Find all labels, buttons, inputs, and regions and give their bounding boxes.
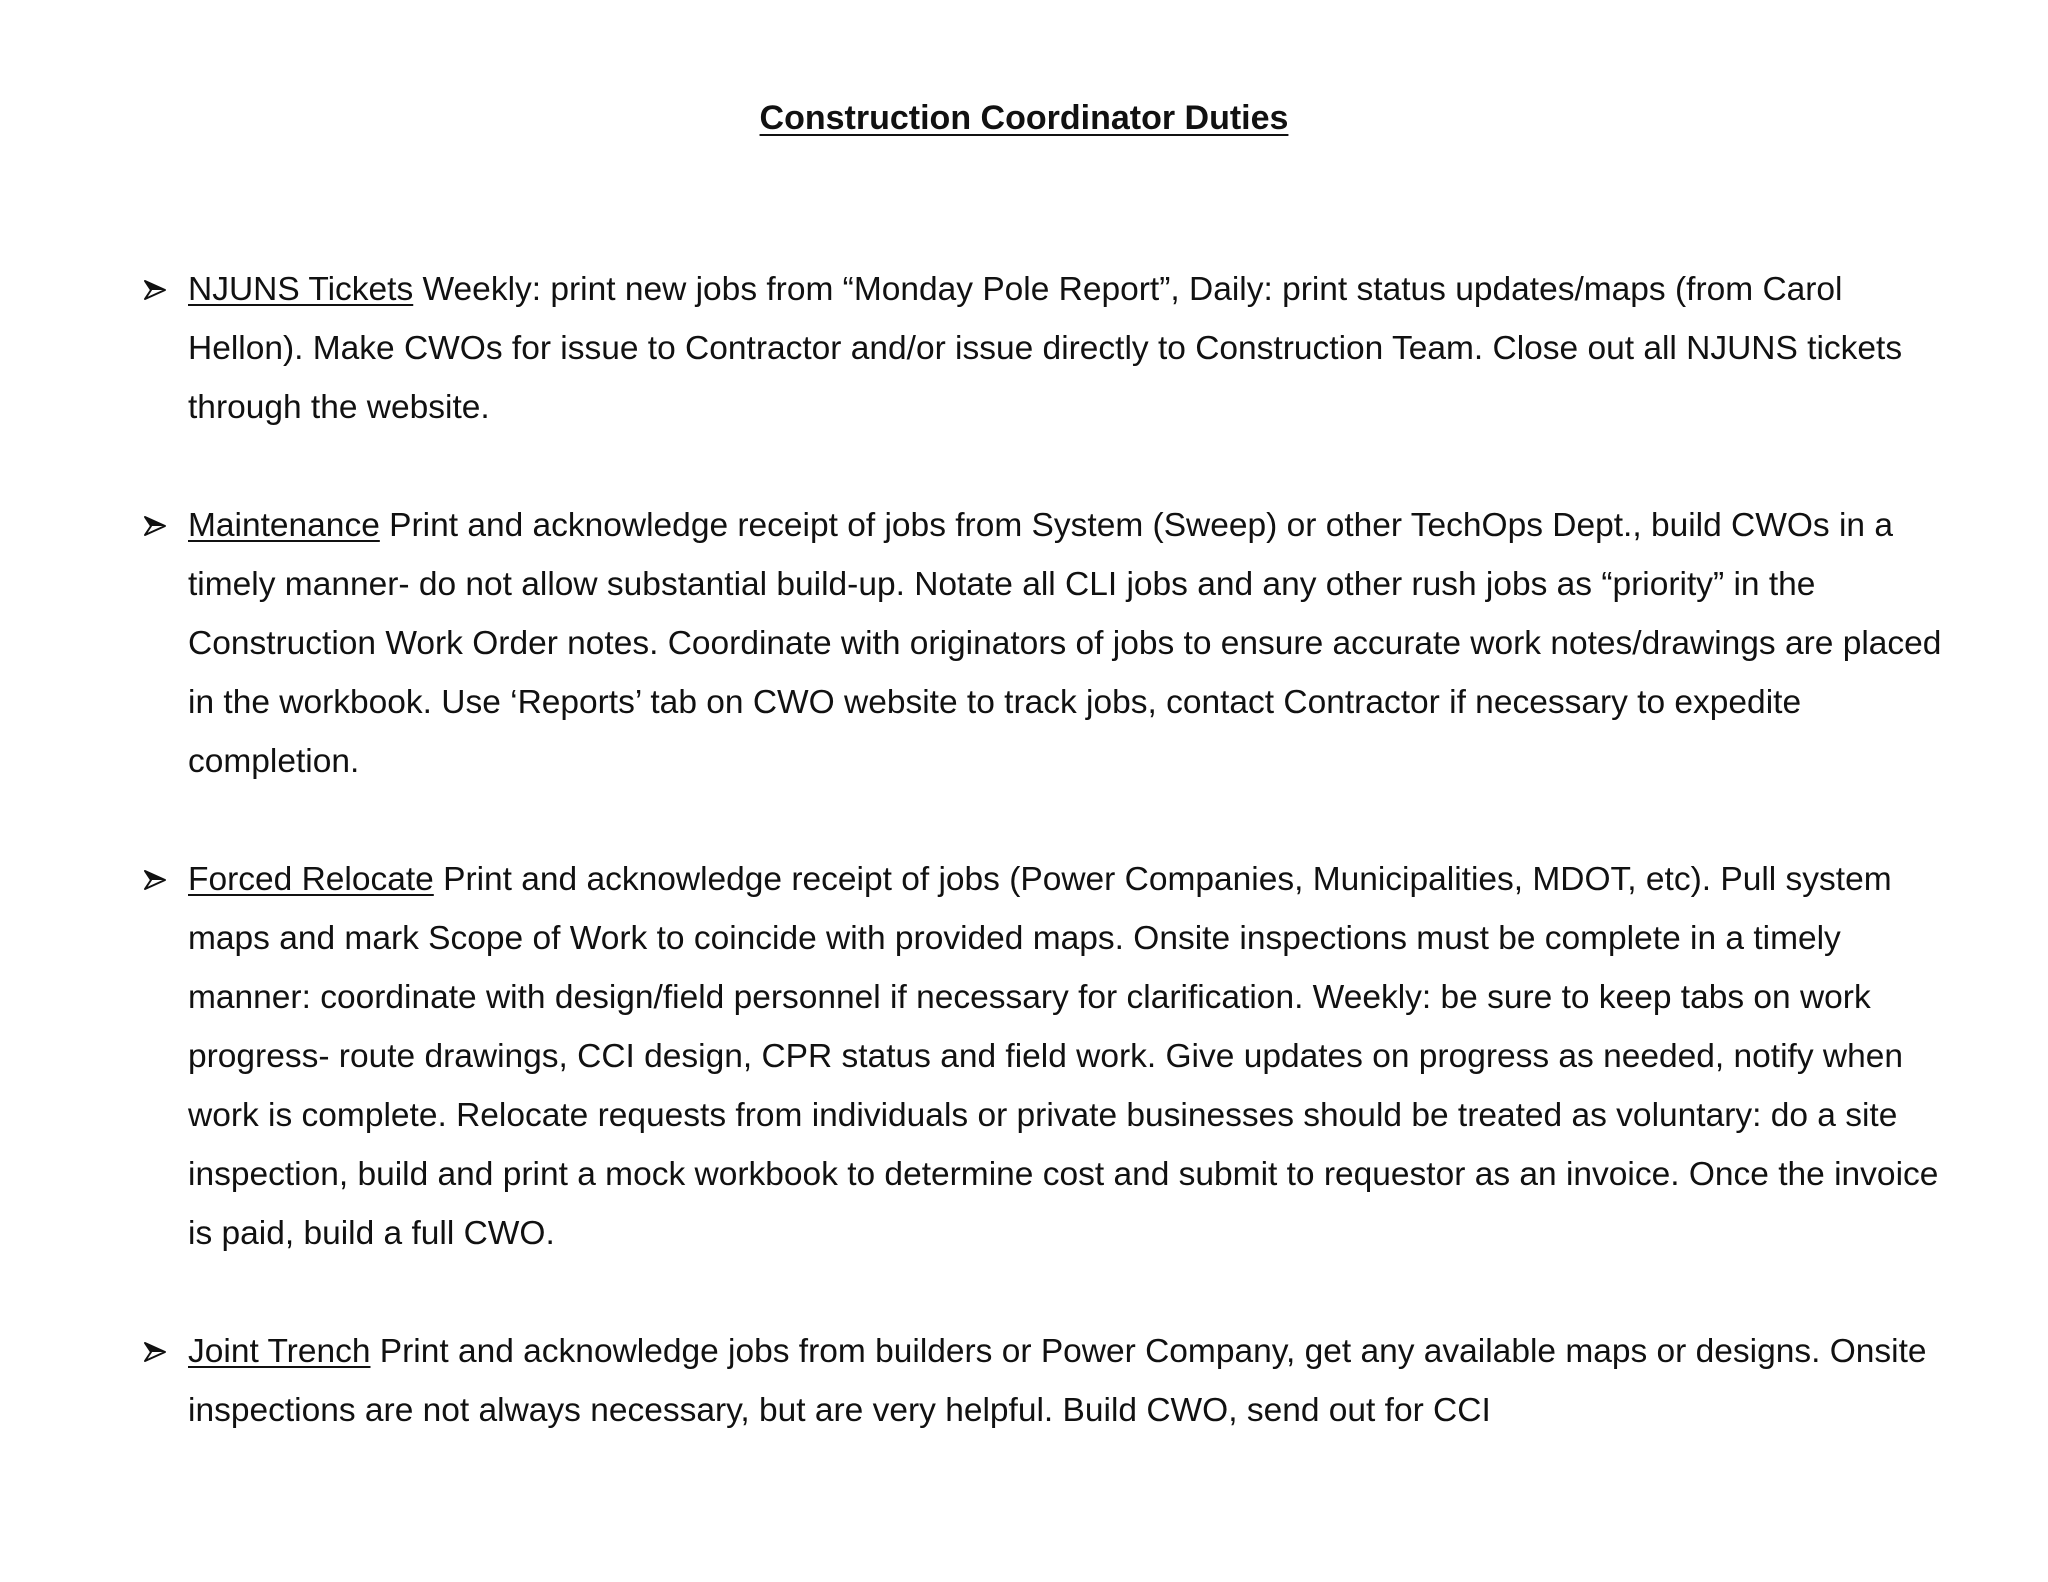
section-heading: Joint Trench [188, 1333, 371, 1370]
section-joint-trench [150, 1322, 1950, 1440]
arrowhead-bullet-icon [140, 850, 170, 909]
section-body: Weekly: print new jobs from “Monday Pole Report”, Daily: print status updates/maps (from Carol Hellon). Make CWOs for issue to Contractor and/or issue directly to Construction Team. Close out all NJUNS tickets through the website. [188, 271, 1903, 426]
section-body: Print and acknowledge receipt of jobs from System (Sweep) or other TechOps Dept., build CWOs in a timely manner- do not allow substantial build-up. Notate all CLI jobs and any other rush jobs as “priority” in the Construction Work Order notes. Coordinate with originators of jobs to ensure accurate work notes/drawings are placed in the workbook. Use ‘Reports’ tab on CWO website to track jobs, contact Contractor if necessary to expedite completion. [188, 507, 1942, 780]
arrowhead-bullet-icon [140, 1322, 170, 1381]
document-title [0, 96, 2048, 140]
section-forced-relocate [150, 850, 1950, 1263]
arrowhead-bullet-icon [140, 496, 170, 555]
section-njuns-tickets [150, 260, 1950, 437]
section-heading: Forced Relocate [188, 861, 434, 898]
section-body: Print and acknowledge receipt of jobs (Power Companies, Municipalities, MDOT, etc). Pull system maps and mark Scope of Work to coincide with provided maps. Onsite inspections must be complete in a timely manner: coordinate with design/field personnel if necessary for clarification. Weekly: be sure to keep tabs on work progress- route drawings, CCI design, CPR status and field work. Give updates on progress as needed, notify when work is complete. Relocate requests from individuals or private businesses should be treated as voluntary: do a site inspection, build and print a mock workbook to determine cost and submit to requestor as an invoice. Once the invoice is paid, build a full CWO. [188, 861, 1939, 1252]
section-heading: NJUNS Tickets [188, 271, 414, 308]
duties-list [150, 260, 1950, 1499]
section-maintenance [150, 496, 1950, 791]
document-title-text: Construction Coordinator Duties [759, 99, 1289, 137]
arrowhead-bullet-icon [140, 260, 170, 319]
section-body: Print and acknowledge jobs from builders or Power Company, get any available maps or designs. Onsite inspections are not always necessary, but are very helpful. Build CWO, send out for CCI [188, 1333, 1927, 1429]
section-heading: Maintenance [188, 507, 380, 544]
